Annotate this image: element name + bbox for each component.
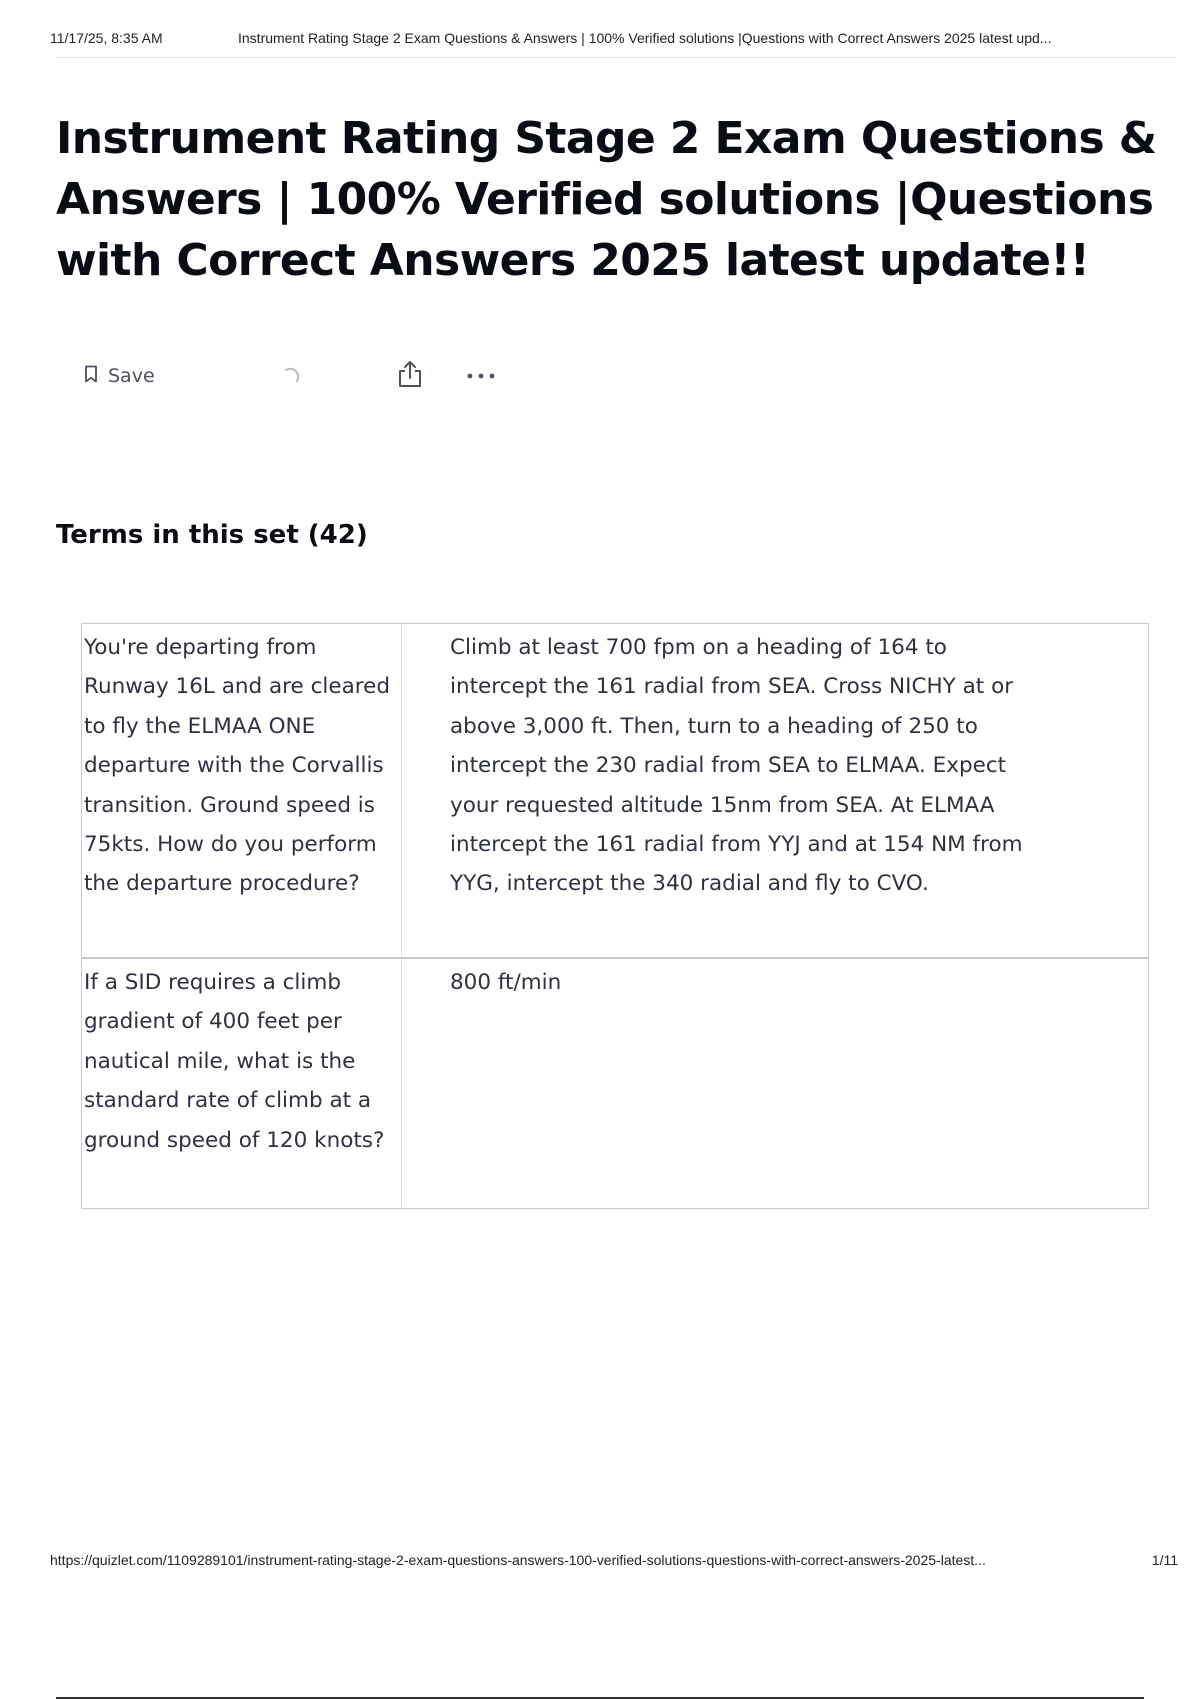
header-divider: [56, 57, 1176, 58]
definition-text: Climb at least 700 fpm on a heading of 164 to intercept the 161 radial from SEA. Cross NICHY at or above 3,000 ft. Then, turn to a heading of 250 to intercept the 230 radial from SEA to ELMAA. Expect your requested altitude 15nm from SEA. At ELMAA intercept the 161 radial from YYJ and at 154 NM from YYG, intercept the 340 radial and fly to CVO.: [450, 635, 1023, 897]
terms-table: [81, 623, 1149, 1209]
term-text: If a SID requires a climb gradient of 400 feet per nautical mile, what is the standard rate of climb at a ground speed of 120 knots?: [82, 959, 402, 1208]
save-label: Save: [108, 365, 155, 387]
page-url: https://quizlet.com/1109289101/instrument-rating-stage-2-exam-questions-answers-100-verified-solutions-questions-with-correct-answers-2025-latest...: [50, 1552, 986, 1568]
terms-heading: Terms in this set (42): [56, 520, 368, 550]
term-row: [82, 957, 1148, 1208]
bookmark-icon: [84, 365, 98, 388]
term-text: You're departing from Runway 16L and are cleared to fly the ELMAA ONE departure with the Corvallis transition. Ground speed is 75kts. How do you perform the departure procedure?: [82, 624, 402, 957]
page-title: Instrument Rating Stage 2 Exam Questions & Answers | 100% Verified solutions |Questions with Correct Answers 2025 latest update!!: [56, 113, 1157, 286]
print-document-title: Instrument Rating Stage 2 Exam Questions & Answers | 100% Verified solutions |Questions with Correct Answers 2025 latest upd...: [238, 30, 1052, 46]
share-icon: [396, 359, 424, 394]
print-timestamp: 11/17/25, 8:35 AM: [50, 30, 163, 46]
page-number: 1/11: [1151, 1552, 1178, 1568]
save-button[interactable]: [84, 360, 184, 392]
share-button[interactable]: [396, 360, 426, 392]
definition-text: 800 ft/min: [450, 970, 562, 995]
spinner-icon: [280, 360, 306, 392]
bottom-divider: [56, 1697, 1144, 1699]
more-icon: [466, 367, 496, 385]
term-row: [82, 624, 1148, 957]
print-footer: [50, 1550, 1178, 1570]
print-header: [50, 28, 1178, 50]
more-options-button[interactable]: [466, 360, 502, 392]
